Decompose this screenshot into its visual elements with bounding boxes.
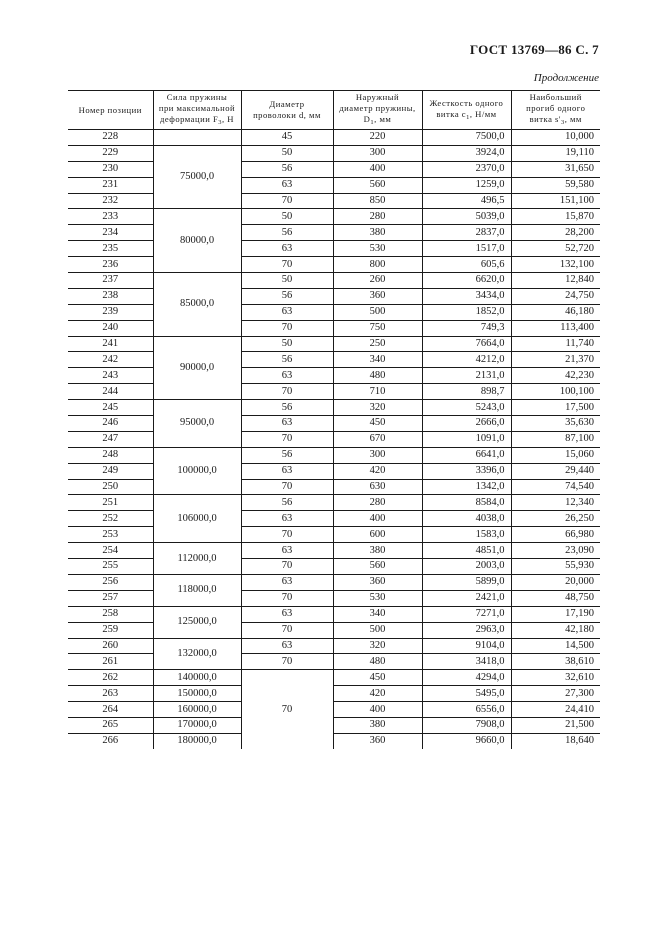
cell-position: 266 — [102, 735, 119, 747]
cell-force: 95000,0 — [153, 400, 241, 448]
cell-outer-diameter: 280 — [333, 495, 422, 511]
cell-position: 244 — [68, 384, 153, 400]
header-position: Номер позиции — [68, 91, 153, 130]
cell-position: 261 — [68, 654, 153, 670]
table-row — [68, 304, 600, 320]
cell-deflection: 11,740 — [511, 336, 600, 352]
cell-wire-diameter: 56 — [241, 400, 333, 416]
table-row — [68, 288, 600, 304]
cell-deflection: 21,370 — [511, 352, 600, 368]
cell-position: 251 — [68, 495, 153, 511]
cell-deflection: 15,870 — [511, 209, 600, 225]
cell-stiffness: 7664,0 — [422, 336, 511, 352]
cell-stiffness: 2131,0 — [422, 368, 511, 384]
table-row — [68, 606, 600, 622]
continuation-label: Продолжение — [533, 72, 599, 84]
header-outer-diameter: Наружный диаметр пружины, $D_1$, мм — [333, 91, 422, 130]
cell-force: 150000,0 — [153, 686, 241, 702]
cell-stiffness: 5039,0 — [422, 209, 511, 225]
table-row — [68, 574, 600, 590]
cell-force: 125000,0 — [153, 606, 241, 638]
cell-deflection: 10,000 — [511, 130, 600, 146]
cell-position: 250 — [68, 479, 153, 495]
cell-deflection: 12,340 — [511, 495, 600, 511]
cell-stiffness: 1583,0 — [422, 527, 511, 543]
cell-force: 100000,0 — [153, 447, 241, 495]
cell-outer-diameter: 340 — [333, 352, 422, 368]
cell-deflection: 48,750 — [511, 590, 600, 606]
cell-outer-diameter: 380 — [333, 225, 422, 241]
table-row — [68, 495, 600, 511]
cell-deflection: 42,180 — [511, 622, 600, 638]
cell-position: 248 — [68, 447, 153, 463]
cell-position: 239 — [68, 304, 153, 320]
cell-stiffness: 6620,0 — [422, 273, 511, 289]
cell-wire-diameter: 70 — [241, 622, 333, 638]
cell-wire-diameter: 70 — [241, 654, 333, 670]
cell-stiffness: 749,3 — [422, 320, 511, 336]
cell-wire-diameter: 70 — [241, 559, 333, 575]
cell-deflection: 46,180 — [511, 304, 600, 320]
cell-position: 246 — [68, 416, 153, 432]
cell-wire-diameter: 63 — [241, 416, 333, 432]
cell-position: 252 — [68, 511, 153, 527]
cell-outer-diameter: 600 — [333, 527, 422, 543]
table-row — [68, 400, 600, 416]
cell-deflection: 35,630 — [511, 416, 600, 432]
cell-wire-diameter: 63 — [241, 511, 333, 527]
cell-stiffness: 9104,0 — [422, 638, 511, 654]
cell-stiffness: 3434,0 — [422, 288, 511, 304]
cell-position: 229 — [68, 145, 153, 161]
cell-stiffness: 5495,0 — [422, 686, 511, 702]
cell-force: 80000,0 — [153, 209, 241, 273]
cell-deflection: 24,410 — [511, 702, 600, 718]
cell-wire-diameter: 50 — [241, 209, 333, 225]
cell-position: 247 — [68, 431, 153, 447]
cell-deflection: 17,500 — [511, 400, 600, 416]
cell-deflection: 12,840 — [511, 273, 600, 289]
cell-outer-diameter: 500 — [333, 622, 422, 638]
cell-deflection: 151,100 — [511, 193, 600, 209]
cell-outer-diameter: 220 — [333, 130, 422, 146]
cell-stiffness: 1259,0 — [422, 177, 511, 193]
cell-stiffness: 5899,0 — [422, 574, 511, 590]
cell-deflection: 27,300 — [511, 686, 600, 702]
cell-force — [153, 130, 241, 146]
cell-wire-diameter: 50 — [241, 336, 333, 352]
cell-wire-diameter: 56 — [241, 495, 333, 511]
cell-deflection: 132,100 — [511, 257, 600, 273]
cell-stiffness: 605,6 — [422, 257, 511, 273]
table-row — [68, 479, 600, 495]
cell-stiffness: 2666,0 — [422, 416, 511, 432]
cell-stiffness: 1517,0 — [422, 241, 511, 257]
cell-stiffness: 4212,0 — [422, 352, 511, 368]
cell-position: 254 — [68, 543, 153, 559]
cell-outer-diameter: 320 — [333, 400, 422, 416]
cell-stiffness: 3418,0 — [422, 654, 511, 670]
table-row — [68, 543, 600, 559]
cell-deflection: 74,540 — [511, 479, 600, 495]
cell-position: 257 — [68, 590, 153, 606]
cell-outer-diameter: 420 — [333, 686, 422, 702]
cell-deflection: 42,230 — [511, 368, 600, 384]
cell-stiffness: 7500,0 — [422, 130, 511, 146]
cell-wire-diameter: 56 — [241, 288, 333, 304]
cell-wire-diameter: 70 — [241, 257, 333, 273]
cell-stiffness: 1342,0 — [422, 479, 511, 495]
cell-outer-diameter: 560 — [333, 559, 422, 575]
cell-outer-diameter: 670 — [333, 431, 422, 447]
cell-deflection: 21,500 — [511, 717, 600, 733]
cell-stiffness: 6556,0 — [422, 702, 511, 718]
table-row — [68, 352, 600, 368]
cell-force: 180000,0 — [153, 733, 241, 748]
cell-stiffness: 2837,0 — [422, 225, 511, 241]
cell-force: 160000,0 — [153, 702, 241, 718]
cell-outer-diameter: 400 — [333, 702, 422, 718]
cell-wire-diameter: 56 — [241, 447, 333, 463]
table-row — [68, 654, 600, 670]
cell-outer-diameter: 360 — [333, 574, 422, 590]
table-row — [68, 241, 600, 257]
table-row — [68, 177, 600, 193]
cell-stiffness: 7908,0 — [422, 717, 511, 733]
cell-deflection: 66,980 — [511, 527, 600, 543]
cell-deflection: 28,200 — [511, 225, 600, 241]
cell-stiffness: 898,7 — [422, 384, 511, 400]
cell-wire-diameter: 50 — [241, 273, 333, 289]
cell-force: 85000,0 — [153, 273, 241, 337]
cell-position: 228 — [68, 130, 153, 146]
cell-wire-diameter: 70 — [241, 590, 333, 606]
cell-deflection: 17,190 — [511, 606, 600, 622]
cell-wire-diameter: 56 — [241, 161, 333, 177]
table-row — [68, 257, 600, 273]
cell-outer-diameter: 300 — [333, 145, 422, 161]
cell-outer-diameter: 480 — [333, 654, 422, 670]
table-row — [68, 145, 600, 161]
cell-wire-diameter: 63 — [241, 606, 333, 622]
cell-wire-diameter: 63 — [241, 241, 333, 257]
table-row — [68, 431, 600, 447]
cell-outer-diameter: 750 — [333, 320, 422, 336]
cell-deflection: 32,610 — [511, 670, 600, 686]
cell-position: 249 — [68, 463, 153, 479]
table-row — [68, 130, 600, 146]
cell-force: 118000,0 — [153, 574, 241, 606]
table-row — [68, 336, 600, 352]
cell-stiffness: 2370,0 — [422, 161, 511, 177]
header-wire-diameter: Диаметр проволоки d, мм — [241, 91, 333, 130]
table-row — [68, 590, 600, 606]
cell-position: 242 — [68, 352, 153, 368]
cell-deflection: 52,720 — [511, 241, 600, 257]
table-row — [68, 622, 600, 638]
cell-position: 231 — [68, 177, 153, 193]
table-row — [68, 527, 600, 543]
cell-outer-diameter: 250 — [333, 336, 422, 352]
cell-stiffness: 8584,0 — [422, 495, 511, 511]
cell-position: 235 — [68, 241, 153, 257]
cell-deflection: 23,090 — [511, 543, 600, 559]
table-row — [68, 193, 600, 209]
cell-stiffness: 5243,0 — [422, 400, 511, 416]
cell-stiffness: 3396,0 — [422, 463, 511, 479]
cell-deflection: 19,110 — [511, 145, 600, 161]
cell-stiffness: 2963,0 — [422, 622, 511, 638]
cell-position: 263 — [68, 686, 153, 702]
cell-stiffness: 4038,0 — [422, 511, 511, 527]
cell-stiffness: 2003,0 — [422, 559, 511, 575]
cell-wire-diameter: 70 — [241, 193, 333, 209]
cell-stiffness: 3924,0 — [422, 145, 511, 161]
cell-force: 132000,0 — [153, 638, 241, 670]
cell-position: 241 — [68, 336, 153, 352]
table-row — [68, 320, 600, 336]
table-row — [68, 368, 600, 384]
cell-outer-diameter: 360 — [333, 733, 422, 748]
cell-outer-diameter: 360 — [333, 288, 422, 304]
table-row — [68, 463, 600, 479]
table-row — [68, 384, 600, 400]
cell-deflection: 38,610 — [511, 654, 600, 670]
cell-position: 234 — [68, 225, 153, 241]
cell-outer-diameter: 380 — [333, 543, 422, 559]
header-stiffness: Жесткость одного витка $c_1$, Н/мм — [422, 91, 511, 130]
cell-wire-diameter: 70 — [241, 670, 333, 749]
cell-deflection: 31,650 — [511, 161, 600, 177]
cell-position: 262 — [68, 670, 153, 686]
cell-position: 238 — [68, 288, 153, 304]
cell-force: 106000,0 — [153, 495, 241, 543]
table-row — [68, 686, 600, 702]
cell-deflection: 29,440 — [511, 463, 600, 479]
cell-stiffness: 1091,0 — [422, 431, 511, 447]
table-row — [68, 209, 600, 225]
cell-deflection: 55,930 — [511, 559, 600, 575]
cell-deflection: 26,250 — [511, 511, 600, 527]
cell-stiffness: 6641,0 — [422, 447, 511, 463]
cell-position: 259 — [68, 622, 153, 638]
cell-position: 245 — [68, 400, 153, 416]
cell-position: 258 — [68, 606, 153, 622]
cell-outer-diameter: 300 — [333, 447, 422, 463]
cell-outer-diameter: 260 — [333, 273, 422, 289]
cell-position: 243 — [68, 368, 153, 384]
cell-wire-diameter: 56 — [241, 352, 333, 368]
cell-stiffness: 4851,0 — [422, 543, 511, 559]
cell-position: 264 — [68, 702, 153, 718]
cell-position: 255 — [68, 559, 153, 575]
cell-deflection: 18,640 — [511, 733, 600, 748]
cell-wire-diameter: 70 — [241, 320, 333, 336]
cell-wire-diameter: 63 — [241, 543, 333, 559]
cell-force: 140000,0 — [153, 670, 241, 686]
cell-position: 265 — [68, 717, 153, 733]
cell-outer-diameter: 400 — [333, 511, 422, 527]
table-row — [68, 511, 600, 527]
cell-position: 230 — [68, 161, 153, 177]
table-row — [68, 733, 600, 748]
cell-stiffness: 496,5 — [422, 193, 511, 209]
header-force: Сила пружины при максимальной деформации $F_3$, Н — [153, 91, 241, 130]
cell-outer-diameter: 480 — [333, 368, 422, 384]
cell-deflection: 20,000 — [511, 574, 600, 590]
cell-position: 236 — [68, 257, 153, 273]
cell-deflection: 59,580 — [511, 177, 600, 193]
table-row — [68, 273, 600, 289]
cell-outer-diameter: 450 — [333, 416, 422, 432]
cell-deflection: 14,500 — [511, 638, 600, 654]
cell-position: 260 — [68, 638, 153, 654]
cell-deflection: 113,400 — [511, 320, 600, 336]
cell-outer-diameter: 450 — [333, 670, 422, 686]
cell-position: 253 — [68, 527, 153, 543]
table-row — [68, 702, 600, 718]
cell-wire-diameter: 45 — [241, 130, 333, 146]
cell-wire-diameter: 63 — [241, 177, 333, 193]
cell-force: 112000,0 — [153, 543, 241, 575]
cell-stiffness: 7271,0 — [422, 606, 511, 622]
cell-force: 75000,0 — [153, 145, 241, 209]
table-row — [68, 717, 600, 733]
cell-wire-diameter: 63 — [241, 304, 333, 320]
cell-position: 232 — [68, 193, 153, 209]
cell-outer-diameter: 530 — [333, 241, 422, 257]
cell-deflection: 87,100 — [511, 431, 600, 447]
header-deflection: Наибольший прогиб одного витка $s'_3$, мм — [511, 91, 600, 130]
cell-wire-diameter: 63 — [241, 638, 333, 654]
cell-deflection: 24,750 — [511, 288, 600, 304]
table-row — [68, 559, 600, 575]
cell-position: 240 — [68, 320, 153, 336]
cell-wire-diameter: 50 — [241, 145, 333, 161]
cell-outer-diameter: 500 — [333, 304, 422, 320]
cell-wire-diameter: 70 — [241, 431, 333, 447]
table-row — [68, 447, 600, 463]
table-body — [68, 130, 600, 749]
cell-stiffness: 9660,0 — [422, 733, 511, 748]
cell-force: 170000,0 — [153, 717, 241, 733]
cell-outer-diameter: 530 — [333, 590, 422, 606]
cell-deflection: 100,100 — [511, 384, 600, 400]
cell-outer-diameter: 630 — [333, 479, 422, 495]
cell-outer-diameter: 280 — [333, 209, 422, 225]
cell-wire-diameter: 63 — [241, 463, 333, 479]
cell-wire-diameter: 63 — [241, 574, 333, 590]
cell-position: 256 — [68, 574, 153, 590]
cell-outer-diameter: 340 — [333, 606, 422, 622]
cell-outer-diameter: 710 — [333, 384, 422, 400]
cell-outer-diameter: 320 — [333, 638, 422, 654]
table-row — [68, 161, 600, 177]
cell-stiffness: 1852,0 — [422, 304, 511, 320]
cell-outer-diameter: 420 — [333, 463, 422, 479]
table-row — [68, 225, 600, 241]
cell-outer-diameter: 380 — [333, 717, 422, 733]
table-header-row — [68, 91, 600, 130]
cell-stiffness: 2421,0 — [422, 590, 511, 606]
spring-spec-table — [68, 90, 600, 749]
document-header: ГОСТ 13769—86 С. 7 — [469, 42, 599, 57]
cell-stiffness: 4294,0 — [422, 670, 511, 686]
cell-deflection: 15,060 — [511, 447, 600, 463]
table-row — [68, 670, 600, 686]
cell-wire-diameter: 63 — [241, 368, 333, 384]
cell-force: 90000,0 — [153, 336, 241, 400]
table-row — [68, 416, 600, 432]
cell-wire-diameter: 56 — [241, 225, 333, 241]
cell-position: 237 — [68, 273, 153, 289]
cell-outer-diameter: 400 — [333, 161, 422, 177]
cell-outer-diameter: 850 — [333, 193, 422, 209]
cell-wire-diameter: 70 — [241, 479, 333, 495]
cell-wire-diameter: 70 — [241, 384, 333, 400]
cell-outer-diameter: 560 — [333, 177, 422, 193]
cell-position: 233 — [68, 209, 153, 225]
cell-wire-diameter: 70 — [241, 527, 333, 543]
cell-outer-diameter: 800 — [333, 257, 422, 273]
table-row — [68, 638, 600, 654]
